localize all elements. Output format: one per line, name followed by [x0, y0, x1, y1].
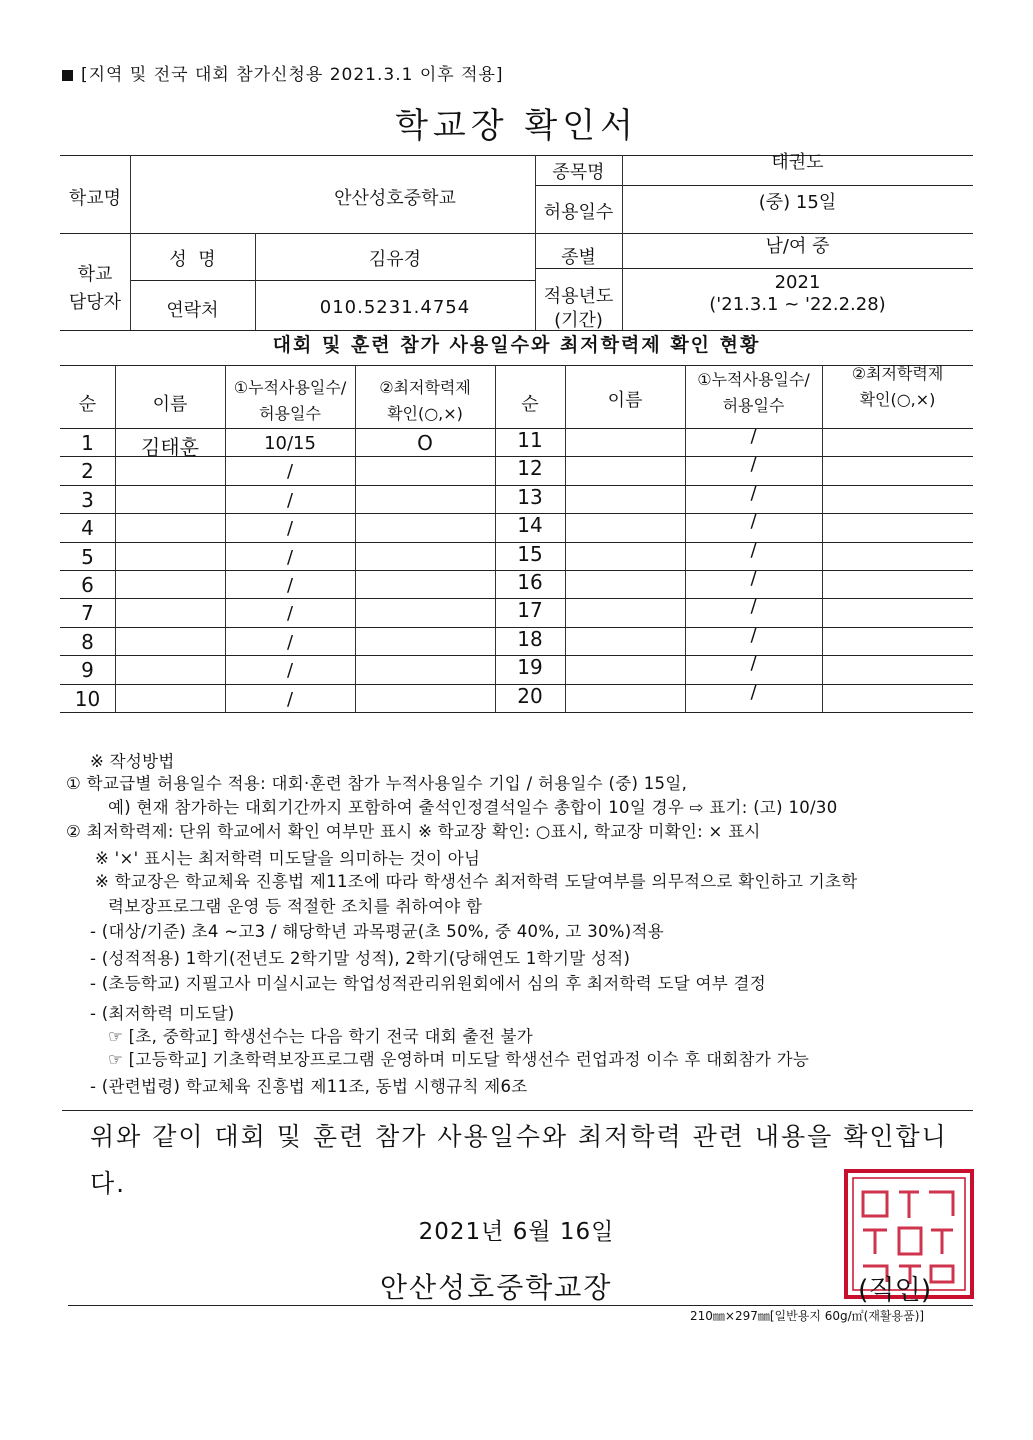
name-value: 김유경 — [368, 249, 422, 270]
principal-name: 안산성호중학교장 — [380, 1271, 613, 1304]
row-number: 14 — [517, 513, 543, 538]
allowed-days-label: 허용일수 — [543, 202, 614, 223]
instruction-line: - (관련법령) 학교체육 진흥법 제11조, 동법 시행규칙 제6조 — [90, 1077, 528, 1096]
col-days-right-2: 허용일수 — [722, 396, 785, 415]
row-number: 11 — [517, 428, 543, 452]
row-number: 6 — [81, 573, 94, 597]
sport-label: 종목명 — [552, 162, 605, 183]
col-min-right-2: 확인(○,×) — [859, 390, 936, 409]
row-number: 10 — [74, 686, 101, 711]
row-number: 19 — [517, 655, 543, 680]
row-days: / — [286, 489, 294, 511]
row-days: 10/15 — [264, 433, 316, 454]
year-label-2: (기간) — [554, 310, 603, 331]
row-number: 15 — [517, 541, 543, 566]
header-note-text: [지역 및 전국 대회 참가신청용 2021.3.1 이후 적용] — [81, 65, 504, 85]
col-min-right-1: ②최저학력제 — [851, 364, 944, 383]
row-days: / — [286, 688, 294, 710]
row-number: 1 — [81, 431, 94, 455]
row-number: 17 — [517, 598, 543, 623]
row-number: 20 — [517, 683, 543, 708]
row-number: 2 — [81, 459, 94, 484]
row-number: 12 — [517, 456, 543, 481]
row-days: / — [750, 624, 757, 646]
gender-value: 남/여 중 — [765, 236, 830, 257]
col-name-left: 이름 — [152, 394, 188, 415]
row-days: / — [750, 596, 757, 618]
instruction-line: ② 최저학력제: 단위 학교에서 확인 여부만 표시 ※ 학교장 확인: ○표시, 학교장 미확인: × 표시 — [66, 822, 761, 841]
col-days-left-2: 허용일수 — [259, 404, 321, 423]
row-number: 9 — [81, 658, 94, 683]
school-value: 안산성호중학교 — [334, 188, 456, 209]
instruction-line: ☞ [고등학교] 기초학력보장프로그램 운영하며 미도달 학생선수 런업과정 이수 후 대회참가 가능 — [108, 1050, 810, 1069]
instruction-line: ① 학교급별 허용일수 적용: 대회·훈련 참가 누적사용일수 기입 / 허용일수 (중) 15일, — [66, 774, 688, 793]
row-number: 18 — [517, 626, 543, 651]
row-days: / — [750, 681, 757, 703]
row-days: / — [286, 461, 294, 483]
sport-value: 태권도 — [771, 152, 824, 173]
col-days-right-1: ①누적사용일수/ — [697, 370, 810, 389]
row-days: / — [750, 653, 757, 675]
manager-label-2: 담당자 — [68, 292, 122, 313]
name-label: 성 명 — [169, 249, 216, 270]
page-title: 학교장 확인서 — [395, 106, 638, 146]
manager-label-1: 학교 — [77, 264, 113, 285]
row-number: 8 — [81, 629, 94, 654]
section-title: 대회 및 훈련 참가 사용일수와 최저학력제 확인 현황 — [272, 334, 761, 356]
row-number: 5 — [81, 544, 94, 569]
contact-label: 연락처 — [166, 300, 219, 321]
paper-spec: 210㎜×297㎜[일반용지 60g/㎡(재활용품)] — [690, 1309, 925, 1323]
contact-value: 010.5231.4754 — [319, 297, 471, 318]
row-number: 16 — [517, 570, 543, 594]
year-value-1: 2021 — [774, 272, 821, 293]
row-number: 3 — [81, 487, 94, 512]
row-days: / — [750, 426, 757, 447]
row-days: / — [750, 511, 757, 533]
instruction-line: 력보장프로그램 운영 등 적절한 조치를 취하여야 함 — [108, 897, 483, 916]
header-note — [62, 60, 504, 85]
school-label: 학교명 — [68, 188, 122, 209]
instruction-line: - (초등학교) 지필고사 미실시교는 학업성적관리위원회에서 심의 후 최저학력 도달 여부 결정 — [90, 974, 767, 993]
col-days-left-1: ①누적사용일수/ — [233, 378, 347, 397]
instruction-line: ※ 작성방법 — [90, 752, 175, 771]
col-name-right: 이름 — [607, 390, 643, 411]
row-number: 13 — [517, 484, 543, 509]
instruction-line: - (최저학력 미도달) — [90, 1004, 235, 1023]
row-days: / — [286, 631, 294, 653]
col-min-left-2: 확인(○,×) — [387, 404, 463, 423]
row-number: 4 — [81, 516, 94, 541]
instruction-line: ※ '×' 표시는 최저학력 미도달을 의미하는 것이 아님 — [95, 849, 481, 868]
year-value-2: ('21.3.1 ~ '22.2.28) — [709, 294, 886, 315]
issue-date: 2021년 6월 16일 — [418, 1219, 615, 1245]
year-label-1: 적용년도 — [543, 286, 614, 307]
confirmation-statement: 위와 같이 대회 및 훈련 참가 사용일수와 최저학력 관련 내용을 확인합니다. — [90, 1122, 948, 1198]
row-days: / — [286, 546, 294, 568]
row-min: O — [417, 431, 433, 455]
col-min-left-1: ②최저학력제 — [379, 378, 471, 397]
row-days: / — [750, 482, 757, 504]
row-name: 김태훈 — [141, 435, 199, 459]
instruction-line: 예) 현재 참가하는 대회기간까지 포함하여 출석인정결석일수 총합이 10일 경우 ⇨ 표기: (고) 10/30 — [108, 798, 838, 817]
col-no-left: 순 — [78, 394, 97, 415]
row-days: / — [286, 575, 294, 596]
instruction-line: ☞ [초, 중학교] 학생선수는 다음 학기 전국 대회 출전 불가 — [108, 1027, 534, 1046]
instruction-line: ※ 학교장은 학교체육 진흥법 제11조에 따라 학생선수 최저학력 도달여부를 의무적으로 확인하고 기초학 — [95, 872, 858, 891]
row-days: / — [286, 518, 294, 540]
instruction-line: - (성적적용) 1학기(전년도 2학기말 성적), 2학기(당해연도 1학기말 성적) — [90, 949, 631, 968]
square-bullet-icon — [62, 70, 73, 81]
row-days: / — [750, 539, 757, 561]
gender-label: 종별 — [561, 247, 596, 268]
seal-label: (직인) — [858, 1275, 932, 1306]
row-number: 7 — [81, 601, 94, 626]
row-days: / — [750, 568, 757, 589]
col-no-right: 순 — [521, 394, 539, 415]
allowed-days-value: (중) 15일 — [758, 192, 837, 213]
row-days: / — [750, 454, 757, 476]
instruction-line: - (대상/기준) 초4 ~고3 / 해당학년 과목평균(초 50%, 중 40%, 고 30%)적용 — [90, 922, 664, 941]
row-days: / — [286, 603, 294, 625]
row-days: / — [286, 660, 294, 682]
